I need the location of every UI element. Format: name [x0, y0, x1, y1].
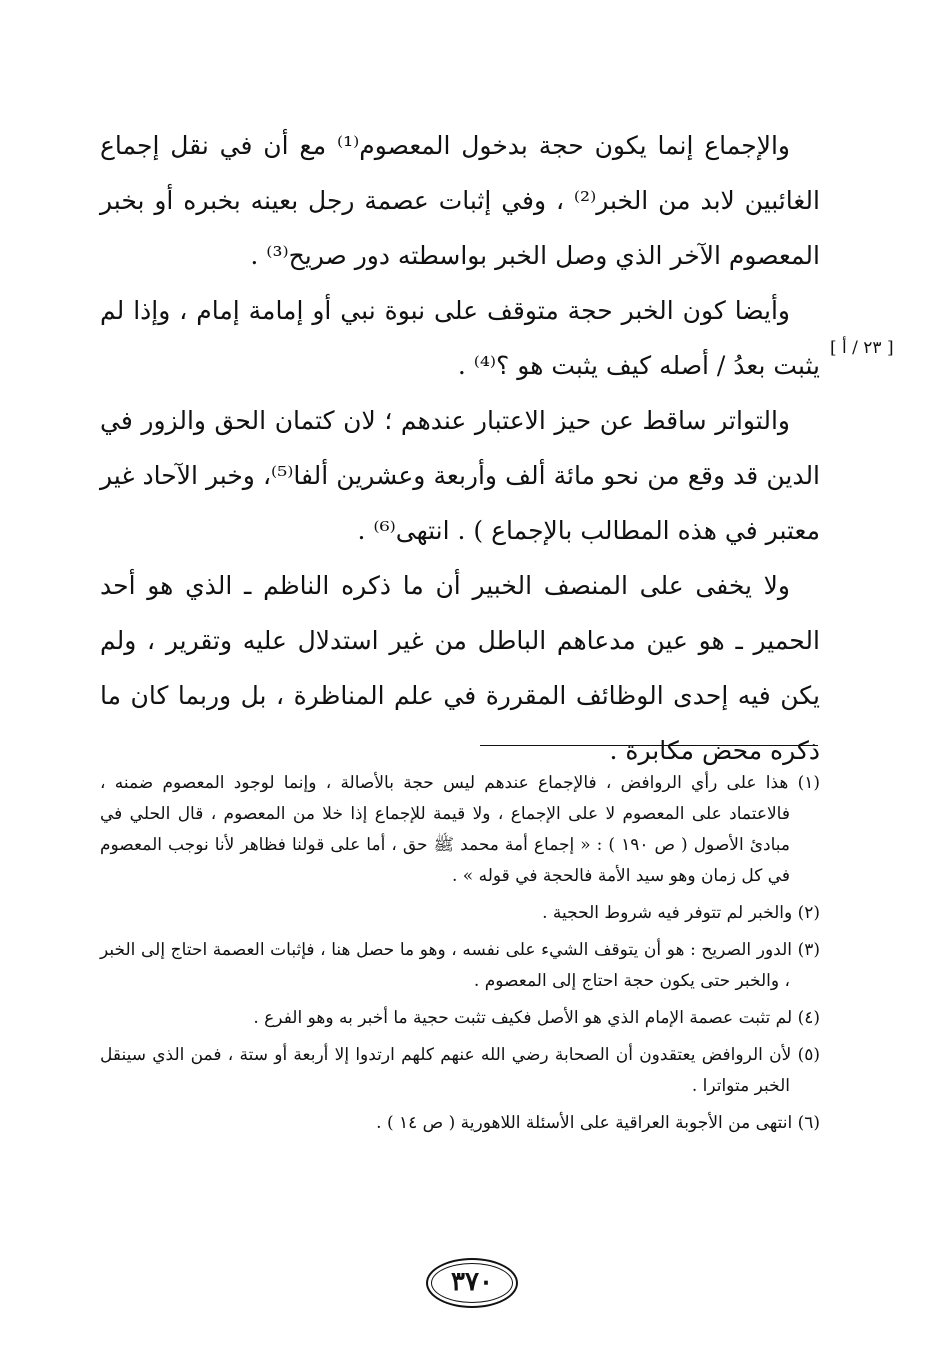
paragraph: والإجماع إنما يكون حجة بدخول المعصوم⁽¹⁾ مع أن في نقل إجماع الغائبين لابد من الخبر⁽²⁾ ، وفي إثبات عصمة رجل بعينه بخبره أو بخبر المعصوم الآخر الذي وصل الخبر بواسطته دور صريح⁽³⁾ .: [100, 131, 820, 270]
page-number: ٣٧٠: [426, 1258, 518, 1308]
footnote: (٣) الدور الصريح : هو أن يتوقف الشيء على نفسه ، وهو ما حصل هنا ، فإثبات العصمة احتاج إلى الخبر ، والخبر حتى يكون حجة احتاج إلى المعصوم .: [100, 940, 820, 991]
paragraph: وأيضا كون الخبر حجة متوقف على نبوة نبي أو إمامة إمام ، وإذا لم يثبت بعدُ / أصله كيف يثبت هو ؟⁽⁴⁾ .: [100, 296, 820, 380]
footnote-separator: [480, 745, 818, 746]
paragraph: والتواتر ساقط عن حيز الاعتبار عندهم ؛ لان كتمان الحق والزور في الدين قد وقع من نحو مائة ألف وأربعة وعشرين ألفا⁽⁵⁾، وخبر الآحاد غير معتبر في هذه المطالب بالإجماع ) . انتهى⁽⁶⁾ .: [100, 406, 821, 545]
footnote: (١) هذا على رأي الروافض ، فالإجماع عندهم ليس حجة بالأصالة ، وإنما لوجود المعصوم ضمنه ، فالاعتماد على المعصوم لا على الإجماع ، ولا قيمة للإجماع إذا خلا من المعصوم ، قال الحلي في مبادئ الأصول ( ص ١٩٠ ) : « إجماع أمة محمد ﷺ حق ، أما على قولنا فظاهر لأنا نوجب المعصوم في كل زمان وهو سيد الأمة فالحجة في قوله » .: [100, 773, 820, 886]
footnote: (٥) لأن الروافض يعتقدون أن الصحابة رضي الله عنهم كلهم ارتدوا إلا أربعة أو ستة ، فمن الذي سينقل الخبر متواترا .: [100, 1045, 820, 1096]
footnote: (٤) لم تثبت عصمة الإمام الذي هو الأصل فكيف تثبت حجية ما أخبر به وهو الفرع .: [253, 1008, 820, 1028]
footnotes: [100, 768, 820, 1145]
paragraph: ولا يخفى على المنصف الخبير أن ما ذكره الناظم ـ الذي هو أحد الحمير ـ هو عين مدعاهم الباطل من غير استدلال عليه وتقرير ، ولم يكن فيه إحدى الوظائف المقررة في علم المناظرة ، بل وربما كان ما ذكره محض مكابرة .: [100, 571, 820, 765]
footnote: (٦) انتهى من الأجوبة العراقية على الأسئلة اللاهورية ( ص ١٤ ) .: [376, 1113, 820, 1133]
manuscript-folio-reference: [ ٢٣ / أ ]: [830, 338, 894, 358]
main-text: [100, 118, 820, 778]
footnote: (٢) والخبر لم تتوفر فيه شروط الحجية .: [542, 903, 820, 923]
